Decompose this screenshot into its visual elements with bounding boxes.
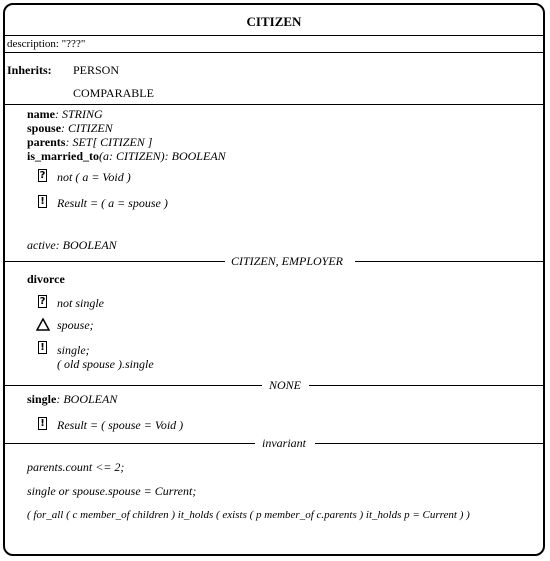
- description-text: description: "???": [7, 38, 86, 50]
- precondition-text: not ( a = Void ): [57, 170, 131, 184]
- divorce-postcondition-line2: ( old spouse ).single: [57, 357, 154, 371]
- section-label-none: NONE: [269, 378, 302, 392]
- postcondition-text: Result = ( a = spouse ): [57, 196, 168, 210]
- class-title: CITIZEN: [246, 14, 302, 29]
- section-divider-invariant: [5, 436, 543, 450]
- section-label-invariant: invariant: [262, 436, 306, 450]
- divorce-precondition-icon: ?: [39, 296, 46, 307]
- section-label-citizen-employer: CITIZEN, EMPLOYER: [231, 254, 344, 268]
- feature-single: single: BOOLEAN: [27, 392, 118, 406]
- inherits-parent-person: PERSON: [73, 63, 120, 77]
- feature-parents: parents: SET[ CITIZEN ]: [27, 135, 153, 149]
- divorce-postcondition-line1: single;: [57, 343, 90, 357]
- inherits-parent-comparable: COMPARABLE: [73, 86, 154, 100]
- divorce-precondition-text: not single: [57, 296, 104, 310]
- class-card: [3, 3, 545, 556]
- section-divider-none: [5, 378, 543, 392]
- divider-inherits: [5, 104, 543, 105]
- invariant-line-2: single or spouse.spouse = Current;: [27, 484, 197, 498]
- divorce-postcondition-icon: !: [38, 341, 47, 354]
- single-postcondition-icon: !: [38, 417, 47, 430]
- single-postcondition-text: Result = ( spouse = Void ): [57, 418, 184, 432]
- divorce-modify-text: spouse;: [57, 318, 94, 332]
- invariant-line-1: parents.count <= 2;: [27, 460, 125, 474]
- section-divider-citizen-employer: [5, 254, 543, 268]
- precondition-icon: ?: [39, 170, 46, 181]
- divider-description: [5, 52, 543, 53]
- delta-icon: [36, 318, 50, 331]
- postcondition-icon: !: [38, 195, 47, 208]
- inherits-label: Inherits:: [7, 63, 52, 77]
- invariant-line-3: ( for_all ( c member_of children ) it_holds ( exists ( p member_of c.parents ) it_holds p = Current ) ): [27, 509, 470, 521]
- feature-spouse: spouse: CITIZEN: [27, 121, 113, 135]
- feature-name: name: STRING: [27, 107, 103, 121]
- feature-active: active: BOOLEAN: [27, 238, 117, 252]
- divider-title: [5, 35, 543, 36]
- feature-divorce: divorce: [27, 272, 65, 286]
- feature-is-married-to: is_married_to(a: CITIZEN): BOOLEAN: [27, 149, 226, 163]
